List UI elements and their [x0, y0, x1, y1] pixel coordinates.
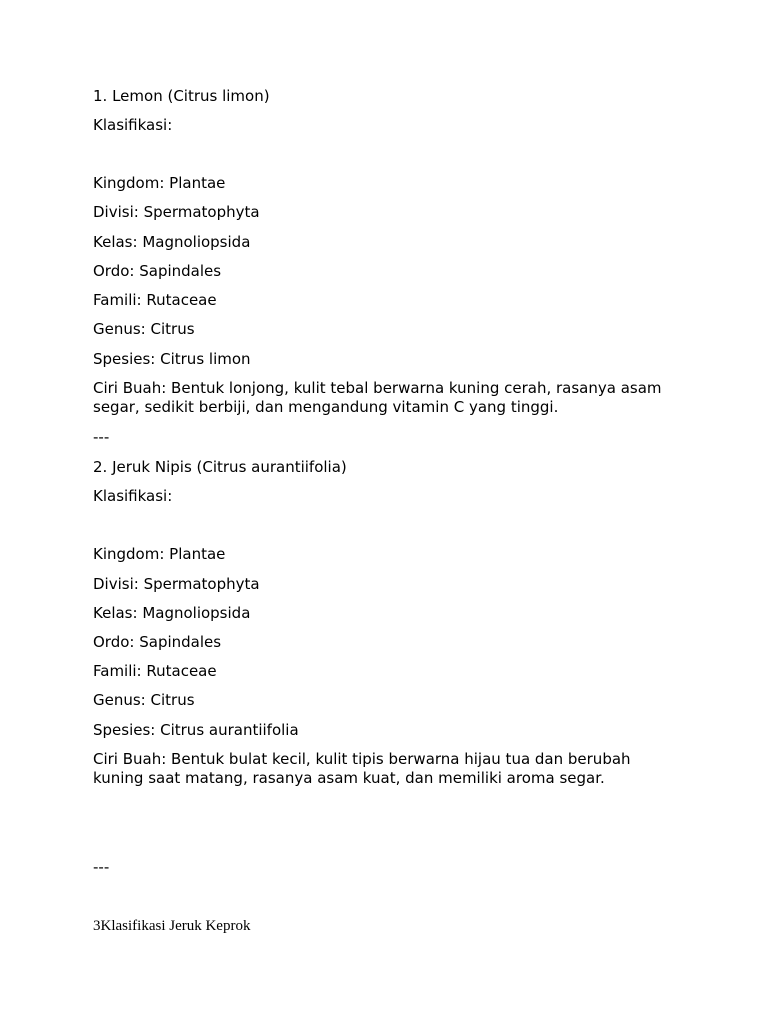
section-1-separator: --- — [93, 428, 110, 446]
section-1-fruit-traits: Ciri Buah: Bentuk lonjong, kulit tebal berwarna kuning cerah, rasanya asam segar, sedikit berbiji, dan mengandung vitamin C yang tinggi. — [93, 379, 662, 416]
section-2-separator: --- — [93, 858, 110, 876]
section-2-kingdom: Kingdom: Plantae — [93, 545, 226, 563]
section-1-species: Spesies: Citrus limon — [93, 350, 251, 368]
section-1-family: Famili: Rutaceae — [93, 291, 217, 309]
section-3-title: 3Klasifikasi Jeruk Keprok — [93, 918, 251, 934]
section-2-classification-label: Klasifikasi: — [93, 487, 173, 505]
section-2-family: Famili: Rutaceae — [93, 662, 217, 680]
section-2-division: Divisi: Spermatophyta — [93, 575, 260, 593]
section-1-classification-label: Klasifikasi: — [93, 116, 173, 134]
section-2-title: 2. Jeruk Nipis (Citrus aurantiifolia) — [93, 458, 347, 476]
section-1-genus: Genus: Citrus — [93, 320, 195, 338]
section-1-order: Ordo: Sapindales — [93, 262, 222, 280]
section-1-kingdom: Kingdom: Plantae — [93, 174, 226, 192]
section-2-order: Ordo: Sapindales — [93, 633, 222, 651]
section-2-class: Kelas: Magnoliopsida — [93, 604, 251, 622]
section-1-division: Divisi: Spermatophyta — [93, 203, 260, 221]
section-2-genus: Genus: Citrus — [93, 691, 195, 709]
section-1-class: Kelas: Magnoliopsida — [93, 233, 251, 251]
section-1-title: 1. Lemon (Citrus limon) — [93, 87, 270, 105]
section-2-fruit-traits: Ciri Buah: Bentuk bulat kecil, kulit tipis berwarna hijau tua dan berubah kuning saat matang, rasanya asam kuat, dan memiliki aroma segar. — [93, 750, 631, 787]
section-2-species: Spesies: Citrus aurantiifolia — [93, 721, 299, 739]
